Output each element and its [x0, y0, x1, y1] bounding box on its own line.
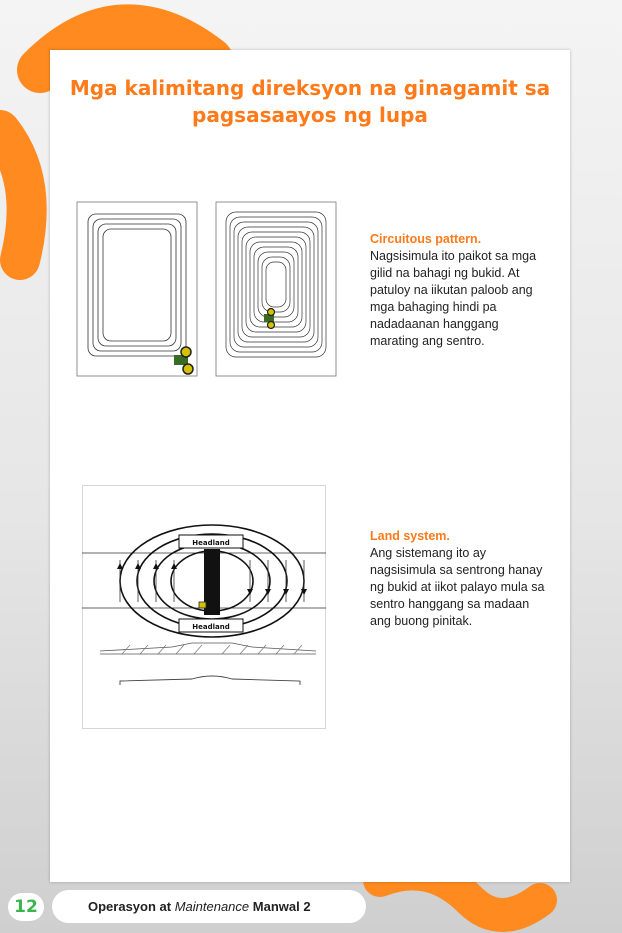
circuitous-title: Circuitous pattern.: [370, 232, 482, 246]
land-system-diagram: [82, 485, 326, 729]
headland-top-label: Headland: [192, 539, 230, 547]
footer-label-italic: Maintenance: [174, 899, 250, 914]
page: [50, 50, 570, 882]
land-system-caption: [370, 528, 545, 630]
circuitous-body: Nagsisimula ito paikot sa mga gilid na bahagi ng bukid. At patuloy na iikutan paloob ang mga bahaging hindi pa nadadaanan hanggang marating ang sentro.: [370, 249, 537, 348]
page-number: 12: [8, 893, 44, 921]
circuitous-pattern-diagram: [76, 200, 338, 378]
footer-label-suffix: Manwal 2: [249, 899, 311, 914]
land-system-body: Ang sistemang ito ay nagsisimula sa sentrong hanay ng bukid at iikot palayo mula sa sentro hanggang sa madaan ang buong pinitak.: [370, 546, 545, 628]
page-title: Mga kalimitang direksyon na ginagamit sa pagsasaayos ng lupa: [69, 76, 551, 127]
circuitous-caption: [370, 231, 545, 350]
tractor-icon: [199, 602, 206, 608]
headland-bottom-label: Headland: [192, 623, 230, 631]
footer-label: [52, 890, 366, 923]
land-system-title: Land system.: [370, 529, 450, 543]
footer-label-prefix: Operasyon at: [88, 899, 175, 914]
